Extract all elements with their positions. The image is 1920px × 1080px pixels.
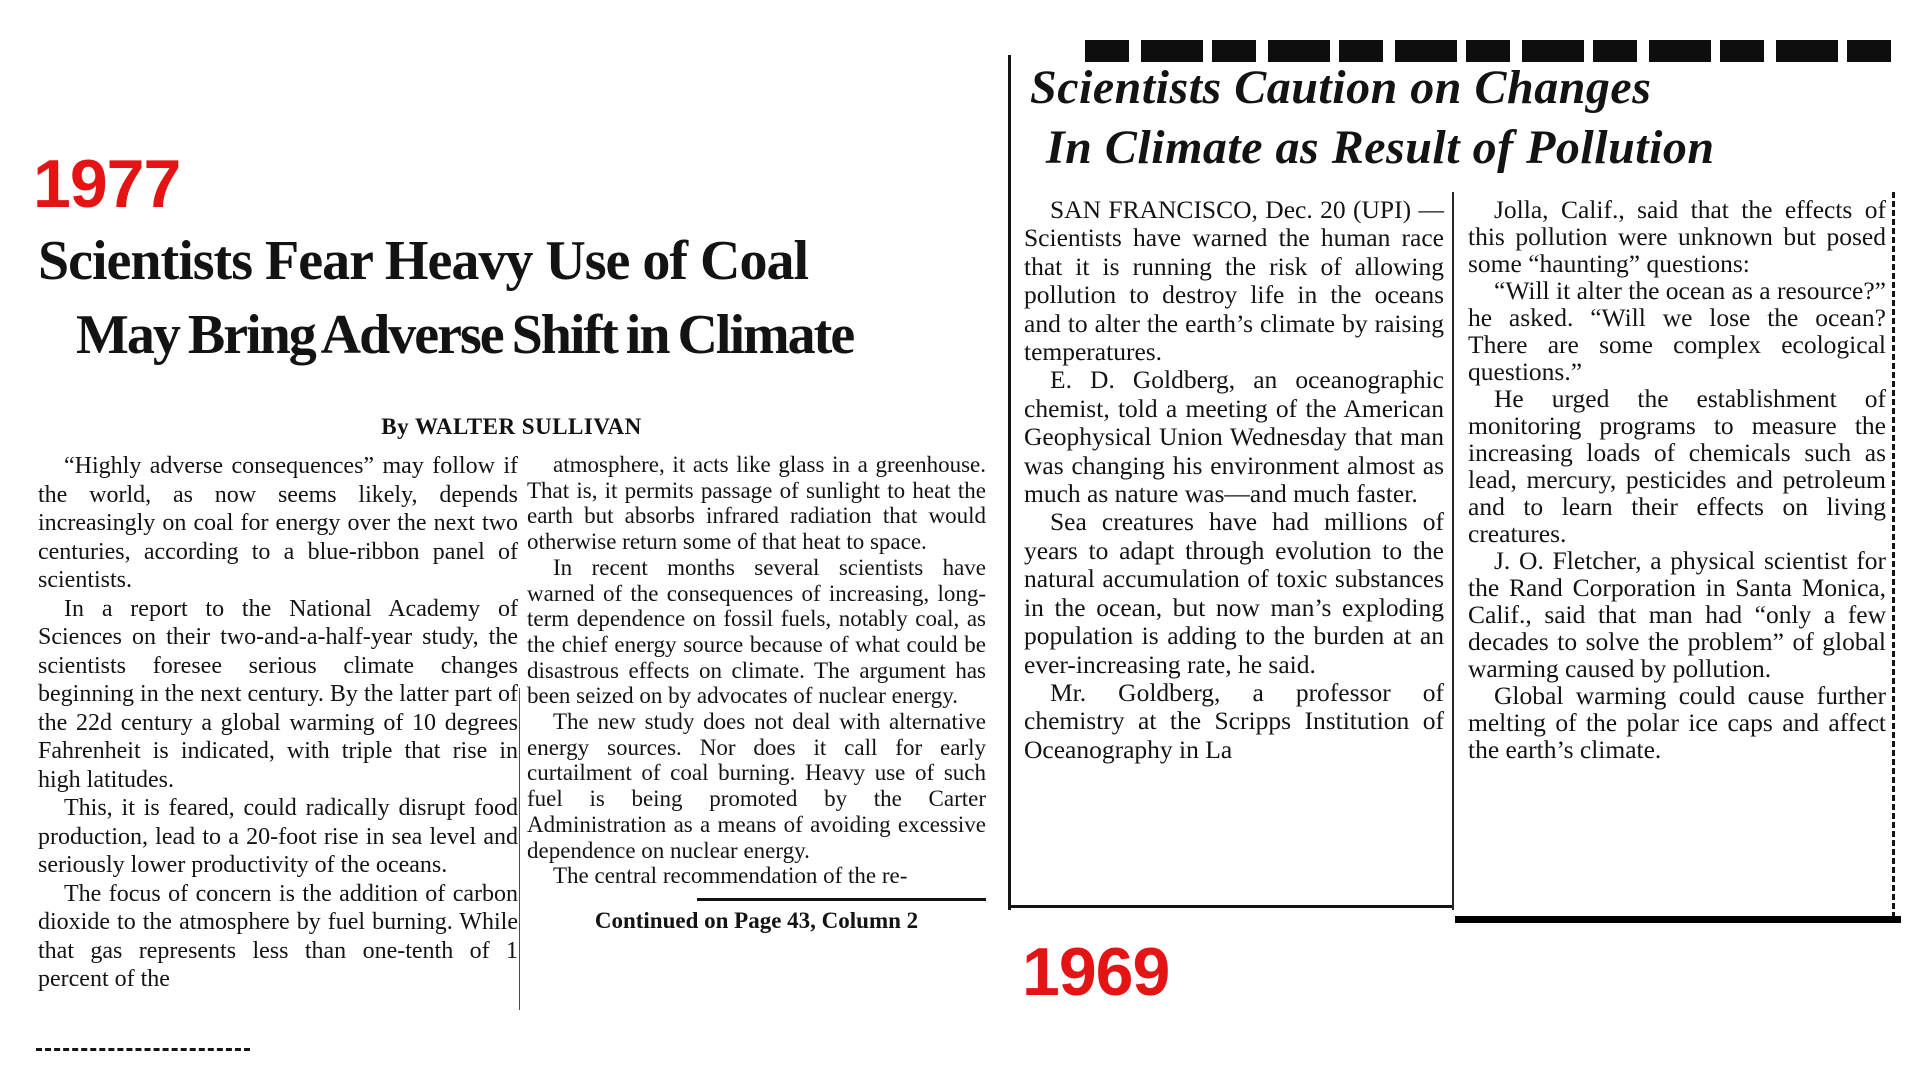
clipping-bottom-rule (1010, 905, 1452, 908)
paragraph: “Will it alter the ocean as a resource?” he asked. “Will we lose the ocean? There are some complex ecological questions.” (1468, 276, 1886, 386)
paragraph: E. D. Goldberg, an oceanographic chemist, told a meeting of the American Geophysical Union Wednesday that man was changing his environment almost as much as nature was—and much faster. (1024, 365, 1444, 509)
paragraph: J. O. Fletcher, a physical scientist for the Rand Corporation in Santa Monica, Calif., said that man had “only a few decades to solve the problem” of global warming caused by pollution. (1468, 546, 1886, 683)
continuation-text: Continued on Page 43, Column 2 (594, 907, 919, 933)
clipping-right-rule (1892, 192, 1895, 918)
year-stamp-1969: 1969 (1022, 934, 1170, 1010)
paragraph: In recent months several scientists have warned of the consequences of increasing, long-term dependence on fossil fuels, notably coal, as the chief energy source because of what could be disastrous effects on climate. The argument has been seized on by advocates of nuclear energy. (527, 554, 986, 709)
paragraph: “Highly adverse consequences” may follow if the world, as now seems likely, depends increasingly on coal for energy over the next two centuries, according to a blue-ribbon panel of scientists. (38, 453, 518, 593)
paragraph: The new study does not deal with alternative energy sources. Nor does it call for early curtailment of coal burning. Heavy use of such fuel is being promoted by the Carter Administration as a means of avoiding excessive dependence on nuclear energy. (527, 709, 986, 863)
paragraph: atmosphere, it acts like glass in a greenhouse. That is, it permits passage of sunlight to heat the earth but absorbs infrared radiation that would otherwise return some of that heat to space. (527, 452, 986, 555)
article-1977-column-2 (527, 452, 986, 934)
year-stamp-1977: 1977 (33, 146, 181, 222)
paragraph: Global warming could cause further melting of the polar ice caps and affect the earth’s climate. (1468, 681, 1886, 764)
paragraph: This, it is feared, could radically disrupt food production, lead to a 20-foot rise in sea level and seriously lower productivity of the oceans. (38, 795, 518, 878)
paragraph: In a report to the National Academy of Sciences on their two-and-a-half-year study, the scientists foresee serious climate changes beginning in the next century. By the latter part of the 22d century a global warming of 10 degrees Fahrenheit is indicated, with triple that rise in high latitudes. (38, 595, 518, 793)
headline-1969-line2: In Climate as Result of Pollution (1046, 121, 1715, 174)
headline-1977-line2: May Bring Adverse Shift in Climate (76, 304, 854, 366)
clipping-left-rule (1008, 55, 1011, 910)
paragraph: He urged the establishment of monitoring programs to measure the increasing loads of chemicals such as lead, mercury, pesticides and petroleum and to learn their effects on living creatures. (1468, 384, 1886, 548)
paragraph: Jolla, Calif., said that the effects of this pollution were unknown but posed some “haunting” questions: (1468, 195, 1886, 278)
clipping-bottom-rule-thick (1455, 916, 1901, 923)
article-1969-column-1 (1024, 196, 1444, 764)
paragraph: Sea creatures have had millions of years to adapt through evolution to the natural accumulation of toxic substances in the ocean, but now man’s exploding population is adding to the burden at an ever-increasing rate, he said. (1024, 507, 1444, 679)
headline-1977-line1: Scientists Fear Heavy Use of Coal (38, 230, 809, 292)
column-divider (1452, 192, 1454, 910)
continuation-rule (697, 898, 986, 901)
paragraph: Mr. Goldberg, a professor of chemistry at the Scripps Institution of Oceanography in La (1024, 677, 1444, 764)
article-1969-column-2 (1468, 196, 1886, 763)
clipping-edge-dashes (36, 1048, 250, 1051)
paragraph: The focus of concern is the addition of carbon dioxide to the atmosphere by fuel burning. While that gas represents less than one-tenth of 1 percent of the (38, 880, 518, 992)
continuation-notice (527, 898, 986, 934)
headline-1977 (38, 224, 990, 372)
headline-1969 (1030, 58, 1910, 178)
paragraph: SAN FRANCISCO, Dec. 20 (UPI) — Scientists have warned the human race that it is running the risk of allowing pollution to destroy life in the oceans and to alter the earth’s climate by raising temperatures. (1024, 195, 1444, 367)
article-1977-column-1 (38, 452, 518, 994)
paragraph: The central recommendation of the re- (553, 863, 908, 889)
byline: By WALTER SULLIVAN (381, 414, 642, 439)
column-divider (519, 688, 520, 1010)
headline-1969-line1: Scientists Caution on Changes (1030, 61, 1652, 114)
